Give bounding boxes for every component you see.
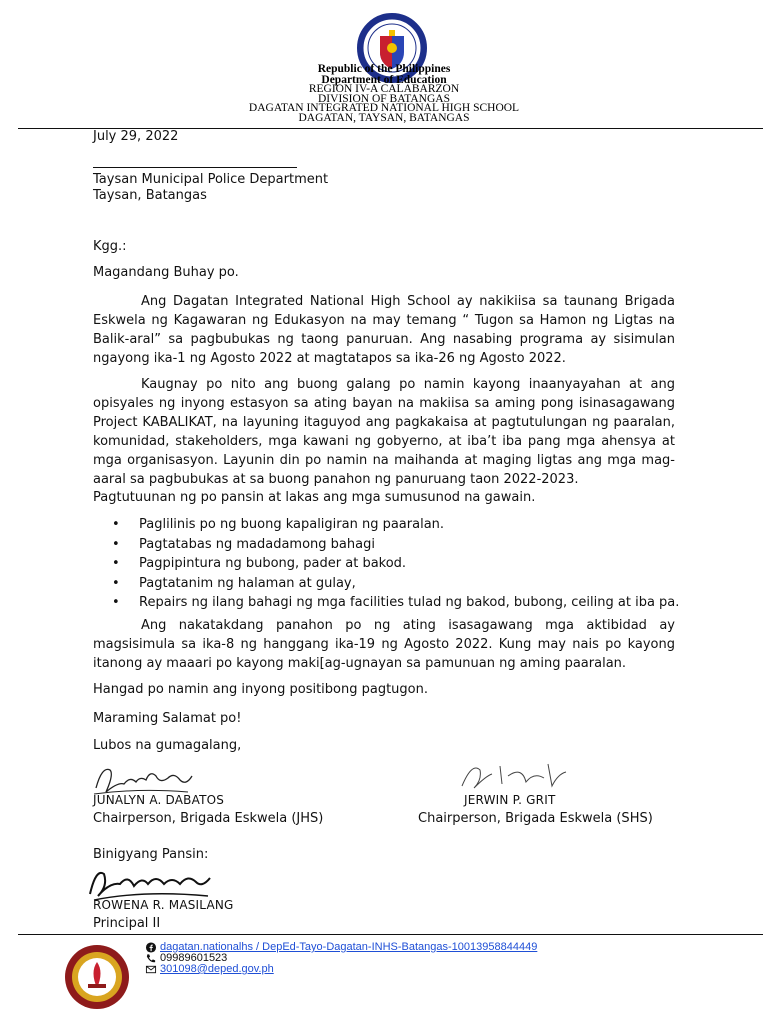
- list-item: • Paglilinis po ng buong kapaligiran ng paaralan.: [112, 515, 679, 535]
- closing-respect: Lubos na gumagalang,: [93, 738, 242, 753]
- header-address: DAGATAN, TAYSAN, BATANGAS: [298, 112, 470, 124]
- email-link[interactable]: 301098@deped.gov.ph: [160, 963, 274, 975]
- facebook-link[interactable]: dagatan.nationalhs / DepEd-Tayo-Dagatan-INHS-Batangas-10013958844449: [160, 941, 538, 953]
- header-republic: Republic of the Philippines: [317, 63, 451, 75]
- header-division: DIVISION OF BATANGAS: [318, 93, 450, 105]
- email-icon: [145, 964, 157, 975]
- paragraph-1-text: Ang Dagatan Integrated National High School ay nakikiisa sa taunang Brigada Eskwela ng Kagawaran ng Edukasyon na may temang “ Tugon sa Hamon ng Ligtas na Balik-aral” sa pagbubukas ng taong panuruan. Ang nasabing programa ay sisimulan ngayong ika-1 ng Agosto 2022 at magtatapos sa ika-26 ng Agosto 2022.: [93, 294, 675, 366]
- list-item: • Pagtatanim ng halaman at gulay,: [112, 574, 679, 594]
- facebook-icon: [145, 942, 157, 953]
- phone-number: 09989601523: [160, 952, 228, 964]
- recipient-blank-line: [93, 167, 297, 168]
- header-department: Department of Education: [321, 74, 447, 86]
- right-signatory-title: Chairperson, Brigada Eskwela (SHS): [418, 811, 653, 826]
- paragraph-2: [93, 375, 675, 489]
- paragraph-2-text: Kaugnay po nito ang buong galang po namin kayong inaanyayahan at ang opisyales ng inyong estasyon sa ating bayan na makiisa sa aming pong isinasagawang Project KABALIKAT, na layuning itaguyod ang pagkakaisa at pagtutulungan ng paaralan, komunidad, stakeholders, mga kawani ng gobyerno, at iba’t iba pang mga ahensya at mga organisasyon. Layunin din po namin na maihanda at maging ligtas ang mga mag-aaral sa pagbubukas at sa buong panahon ng panuruang taon 2022-2023.: [93, 377, 675, 487]
- phone-icon: [145, 953, 157, 964]
- header-region: REGION IV-A CALABARZON: [308, 83, 460, 95]
- left-signatory-title: Chairperson, Brigada Eskwela (JHS): [93, 811, 324, 826]
- list-item: • Pagtatabas ng madadamong bahagi: [112, 535, 679, 555]
- closing-hope: Hangad po namin ang inyong positibong pagtugon.: [93, 682, 428, 697]
- list-item: • Pagpipintura ng bubong, pader at bakod.: [112, 554, 679, 574]
- footer-email[interactable]: [145, 964, 274, 975]
- paragraph-3-text: Ang nakatakdang panahon po ng ating isasagawang mga aktibidad ay magsisimula sa ika-8 ng hanggang ika-19 ng Agosto 2022. Kung may nais po kayong itanong ay maaari po kayong maki[ag-ugnayan sa pamunuan ng aming paaralan.: [93, 618, 675, 671]
- noted-label: Binigyang Pansin:: [93, 847, 209, 862]
- list-intro: Pagtutuunan ng po pansin at lakas ang mga sumusunod na gawain.: [93, 490, 536, 505]
- salutation: Kgg.:: [93, 239, 127, 254]
- signature-right: [452, 756, 574, 798]
- footer-rule: [18, 934, 763, 935]
- list-item: • Repairs ng ilang bahagi ng mga facilities tulad ng bakod, bubong, ceiling at iba pa.: [112, 593, 679, 613]
- activity-list: [112, 515, 679, 613]
- greeting: Magandang Buhay po.: [93, 265, 239, 280]
- recipient-line2: Taysan, Batangas: [93, 188, 207, 203]
- right-signatory-name: JERWIN P. GRIT: [464, 793, 556, 807]
- principal-title: Principal II: [93, 916, 161, 931]
- header-school: DAGATAN INTEGRATED NATIONAL HIGH SCHOOL: [248, 102, 520, 114]
- closing-thanks: Maraming Salamat po!: [93, 711, 242, 726]
- school-logo-icon: [64, 944, 130, 1010]
- paragraph-3: [93, 616, 675, 673]
- principal-name: ROWENA R. MASILANG: [93, 898, 234, 912]
- recipient-line1: Taysan Municipal Police Department: [93, 172, 329, 187]
- left-signatory-name: JUNALYN A. DABATOS: [93, 793, 225, 807]
- paragraph-1: [93, 292, 675, 368]
- letter-date: July 29, 2022: [93, 129, 179, 144]
